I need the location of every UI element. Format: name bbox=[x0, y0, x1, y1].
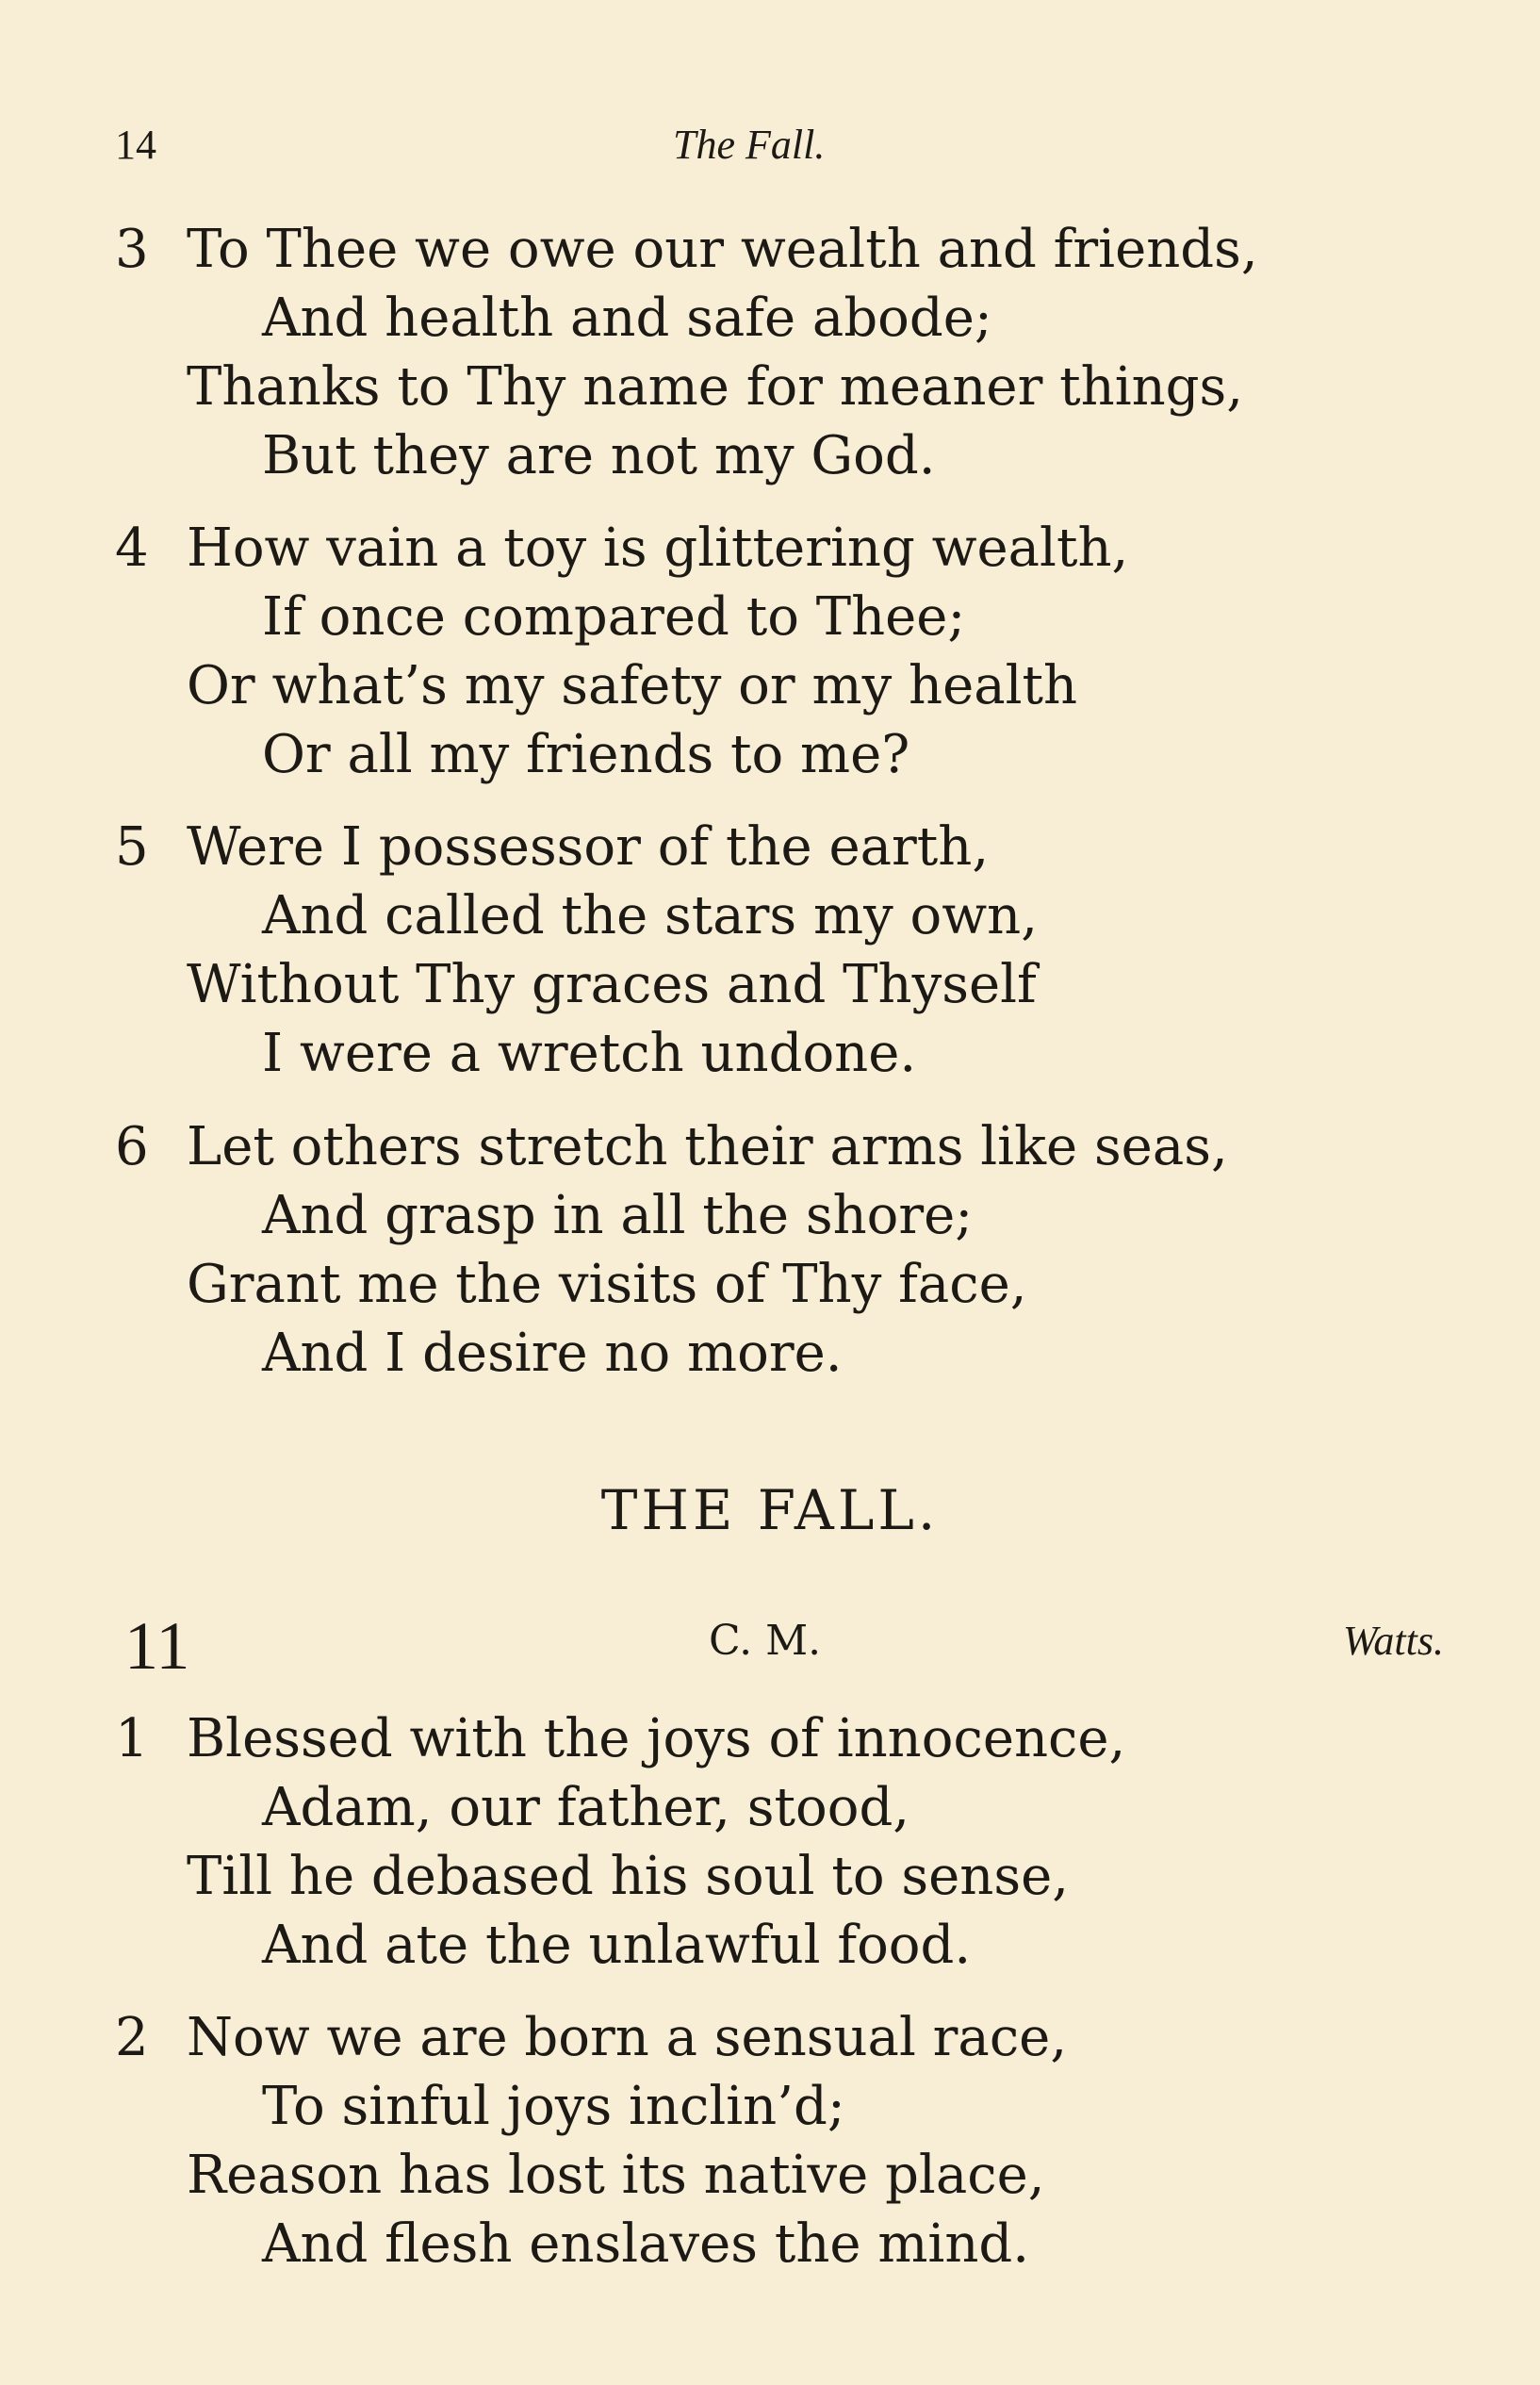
verse-line: Or all my friends to me? bbox=[262, 724, 910, 785]
verse-line: 6 Let others stretch their arms like seas, bbox=[115, 1112, 1453, 1181]
verse-number: 1 bbox=[115, 1708, 149, 1769]
verse-line: And I desire no more. bbox=[262, 1323, 843, 1384]
verse-number: 5 bbox=[115, 816, 149, 878]
verse-line: And health and safe abode; bbox=[262, 288, 992, 349]
verse-line: 1 Blessed with the joys of innocence, bbox=[115, 1704, 1453, 1773]
verse-line: I were a wretch undone. bbox=[262, 1023, 917, 1084]
verse-3 bbox=[115, 215, 1453, 490]
verse-number: 4 bbox=[115, 518, 149, 579]
hymn-verse-1 bbox=[115, 1704, 1453, 1980]
verse-line: But they are not my God. bbox=[262, 425, 936, 486]
verse-line: And ate the unlawful food. bbox=[262, 1915, 972, 1976]
page-number: 14 bbox=[115, 122, 156, 168]
verse-line: And grasp in all the shore; bbox=[262, 1185, 974, 1246]
verse-line: 2 Now we are born a sensual race, bbox=[115, 2003, 1453, 2072]
hymn-heading bbox=[115, 1608, 1453, 1684]
verse-number: 6 bbox=[115, 1116, 149, 1177]
verse-line: And flesh enslaves the mind. bbox=[262, 2213, 1030, 2275]
verse-line: Or what’s my safety or my health bbox=[187, 655, 1078, 716]
verse-line: Till he debased his soul to sense, bbox=[187, 1846, 1070, 1907]
verse-number: 3 bbox=[115, 219, 149, 280]
verse-line: Reason has lost its native place, bbox=[187, 2145, 1045, 2206]
verse-line: To sinful joys inclin’d; bbox=[262, 2076, 845, 2137]
verse-line: Adam, our father, stood, bbox=[262, 1777, 910, 1838]
running-title: The Fall. bbox=[673, 122, 826, 168]
hymn-meter: C. M. bbox=[709, 1617, 822, 1665]
verse-line: And called the stars my own, bbox=[262, 885, 1039, 946]
hymn-number: 11 bbox=[124, 1608, 190, 1684]
verse-4 bbox=[115, 514, 1453, 789]
verse-line: 4 How vain a toy is glittering wealth, bbox=[115, 514, 1453, 583]
verse-6 bbox=[115, 1112, 1453, 1388]
verse-line: If once compared to Thee; bbox=[262, 586, 966, 648]
verse-line: Grant me the visits of Thy face, bbox=[187, 1254, 1027, 1315]
verse-5 bbox=[115, 813, 1453, 1088]
verse-line: Without Thy graces and Thyself bbox=[187, 954, 1037, 1015]
verse-line: 3 To Thee we owe our wealth and friends, bbox=[115, 215, 1453, 284]
section-title: THE FALL. bbox=[600, 1478, 940, 1542]
hymn-verse-2 bbox=[115, 2003, 1453, 2278]
verse-line: 5 Were I possessor of the earth, bbox=[115, 813, 1453, 881]
verse-number: 2 bbox=[115, 2007, 149, 2068]
verse-line: Thanks to Thy name for meaner things, bbox=[187, 356, 1244, 418]
page-header bbox=[115, 121, 1453, 187]
hymn-author: Watts. bbox=[1342, 1618, 1444, 1664]
